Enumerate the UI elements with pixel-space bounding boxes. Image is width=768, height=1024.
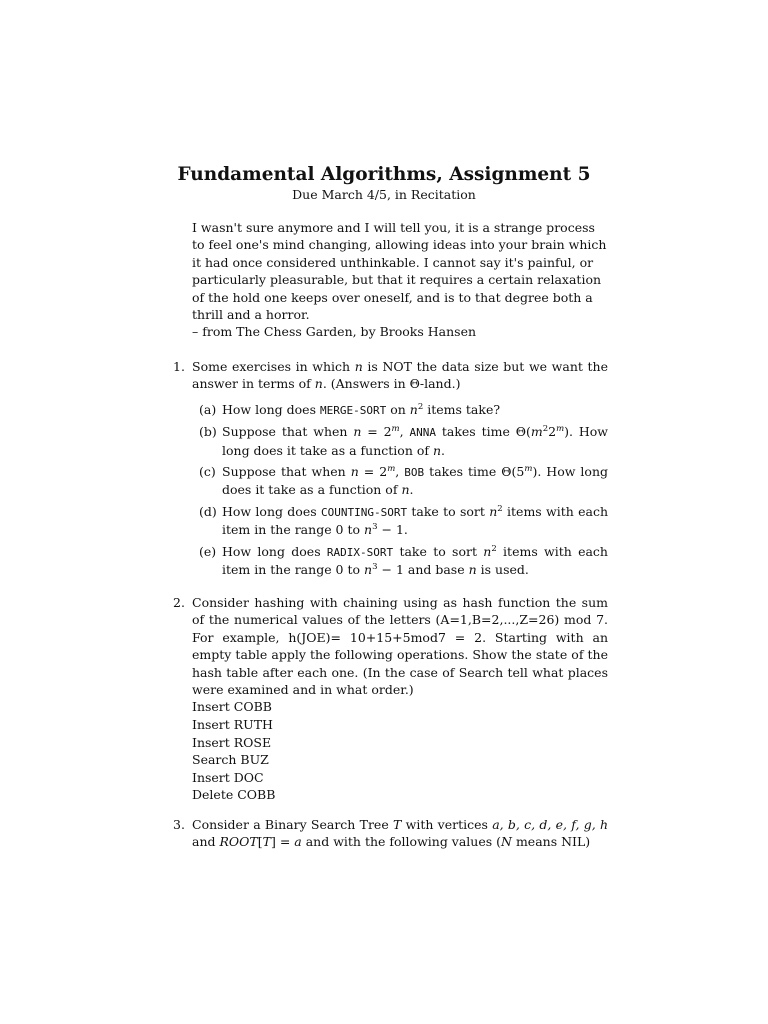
epigraph-line: to feel one's mind changing, allowing ideas into your brain which	[192, 237, 607, 253]
problem-3	[173, 816, 613, 851]
problem-number: 2.	[173, 595, 185, 610]
part-c: (c) Suppose that when $n = 2^m$, BOB takes time Θ(5$^m$). How long does it take as a function of n.	[199, 463, 609, 498]
epigraph	[192, 219, 607, 341]
page-title: Fundamental Algorithms, Assignment 5	[177, 164, 591, 185]
epigraph-line: of the hold one keeps over oneself, and is to that degree both a	[192, 289, 593, 305]
operation-item: Insert COBB	[192, 699, 272, 715]
operation-item: Search BUZ	[192, 752, 269, 768]
epigraph-line: it had once considered unthinkable. I cannot say it's painful, or	[192, 254, 594, 270]
epigraph-line: particularly pleasurable, but that it requires a certain relaxation	[192, 272, 602, 288]
problem-1-parts	[199, 401, 613, 579]
problem-number: 3.	[173, 817, 185, 832]
operation-item: Delete COBB	[192, 787, 276, 803]
problem-number: 1.	[173, 359, 185, 374]
part-e: (e) How long does RADIX-SORT take to sort $n^2$ items with each item in the range 0 to $n^3 - 1$ and base n is used.	[199, 543, 608, 578]
problem-1	[173, 358, 613, 582]
operation-item: Insert ROSE	[192, 734, 272, 750]
hash-operations-list	[192, 698, 608, 804]
problem-2-text: Consider hashing with chaining using as hash function the sum of the numerical values of the letters (A=1,B=2,...,Z=26) mod 7. For example, h(JOE)= 10+15+5mod7 = 2. Starting with an empty table apply the following operations. Show the state of the hash table after each one. (In the case of Search tell what places were examined and in what order.)	[192, 595, 608, 698]
epigraph-line: I wasn't sure anymore and I will tell you, it is a strange process	[192, 220, 595, 235]
problem-1-intro: Some exercises in which n is NOT the data size but we want the answer in terms of n. (Answers in Θ-land.)	[192, 359, 608, 392]
due-date-subtitle: Due March 4/5, in Recitation	[292, 187, 476, 202]
operation-item: Insert DOC	[192, 769, 264, 785]
operation-item: Insert RUTH	[192, 717, 273, 733]
epigraph-attribution: – from The Chess Garden, by Brooks Hansen	[192, 324, 477, 340]
problem-2	[173, 594, 613, 804]
part-d: (d) How long does COUNTING-SORT take to sort $n^2$ items with each item in the range 0 to $n^3 - 1$.	[199, 503, 608, 538]
problem-3-text: Consider a Binary Search Tree T with vertices a, b, c, d, e, f, g, h and ROOT[T] = a and with the following values (N means NIL)	[192, 817, 609, 850]
part-a: (a) How long does MERGE-SORT on $n^2$ items take?	[199, 401, 501, 417]
part-b: (b) Suppose that when $n = 2^m$, ANNA takes time $\Theta(m^22^m)$. How long does it take as a function of n.	[199, 424, 608, 458]
epigraph-line: thrill and a horror.	[192, 307, 310, 323]
